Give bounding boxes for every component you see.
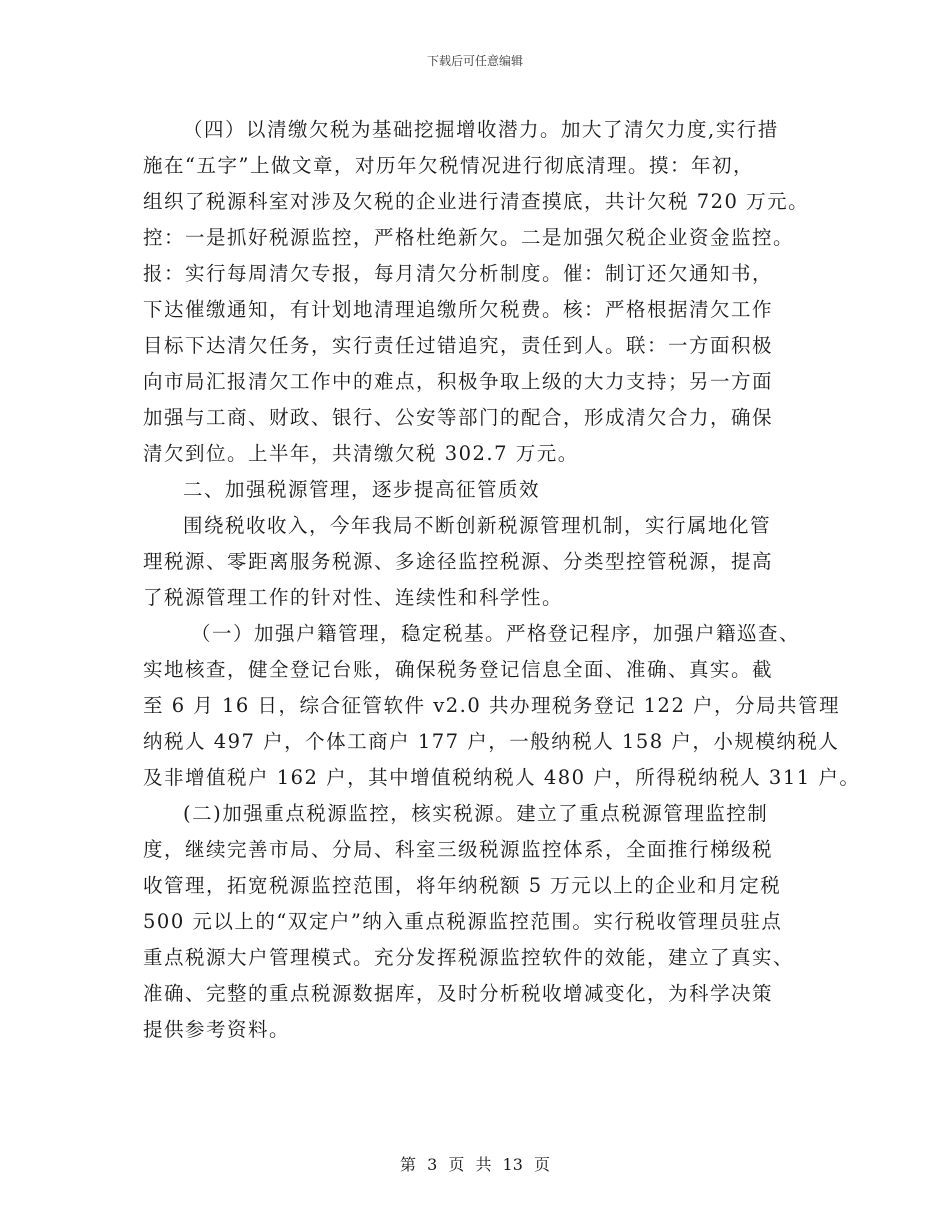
paragraph-line: 重点税源大户管理模式。充分发挥税源监控软件的效能，建立了真实、 xyxy=(143,946,795,969)
paragraph-line: 施在“五字”上做文章，对历年欠税情况进行彻底清理。摸：年初， xyxy=(143,154,754,177)
paragraph-line: 500 元以上的“双定户”纳入重点税源监控范围。实行税收管理员驻点 xyxy=(143,910,783,933)
paragraph-line: 纳税人 497 户，个体工商户 177 户，一般纳税人 158 户，小规模纳税人 xyxy=(143,730,840,753)
paragraph-line: 报：实行每周清欠专报，每月清欠分析制度。催：制订还欠通知书， xyxy=(143,262,774,285)
paragraph-line: 收管理，拓宽税源监控范围，将年纳税额 5 万元以上的企业和月定税 xyxy=(143,874,782,897)
paragraph-line: 下达催缴通知，有计划地清理追缴所欠税费。核：严格根据清欠工作 xyxy=(143,298,774,321)
paragraph-line: 提供参考资料。 xyxy=(143,1018,291,1041)
paragraph-line: （一）加强户籍管理，稳定税基。严格登记程序，加强户籍巡查、 xyxy=(191,622,801,645)
page-number: 第 3 页 共 13 页 xyxy=(400,1155,550,1174)
paragraph-line: 加强与工商、财政、银行、公安等部门的配合，形成清欠合力，确保 xyxy=(143,406,774,429)
paragraph-line: (二)加强重点税源监控，核实税源。建立了重点税源管理监控制 xyxy=(183,802,769,825)
paragraph-line: （四）以清缴欠税为基础挖掘增收潜力。加大了清欠力度,实行措 xyxy=(183,118,779,141)
paragraph-line: 及非增值税户 162 户，其中增值税纳税人 480 户，所得税纳税人 311 户。 xyxy=(143,766,861,789)
paragraph-line: 目标下达清欠任务，实行责任过错追究，责任到人。联：一方面积极 xyxy=(143,334,774,357)
paragraph-line: 控：一是抓好税源监控，严格杜绝新欠。二是加强欠税企业资金监控。 xyxy=(143,226,795,249)
paragraph-line: 理税源、零距离服务税源、多途径监控税源、分类型控管税源，提高 xyxy=(143,550,774,573)
paragraph-line: 清欠到位。上半年，共清缴欠税 302.7 万元。 xyxy=(143,442,579,465)
section-heading: 二、加强税源管理，逐步提高征管质效 xyxy=(183,478,541,501)
document-body xyxy=(143,112,861,1048)
paragraph-line: 了税源管理工作的针对性、连续性和科学性。 xyxy=(143,586,564,609)
paragraph-line: 度，继续完善市局、分局、科室三级税源监控体系，全面推行梯级税 xyxy=(143,838,774,861)
paragraph-line: 围绕税收收入，今年我局不断创新税源管理机制，实行属地化管 xyxy=(183,514,772,537)
paragraph-line: 准确、完整的重点税源数据库，及时分析税收增减变化，为科学决策 xyxy=(143,982,774,1005)
paragraph-line: 至 6 月 16 日，综合征管软件 v2.0 共办理税务登记 122 户，分局共管理 xyxy=(143,694,841,717)
paragraph-line: 实地核查，健全登记台账，确保税务登记信息全面、准确、真实。截 xyxy=(143,658,774,681)
paragraph-line: 组织了税源科室对涉及欠税的企业进行清查摸底，共计欠税 720 万元。 xyxy=(143,190,810,213)
page-header-note: 下载后可任意编辑 xyxy=(426,54,523,68)
paragraph-line: 向市局汇报清欠工作中的难点，积极争取上级的大力支持；另一方面 xyxy=(143,370,774,393)
